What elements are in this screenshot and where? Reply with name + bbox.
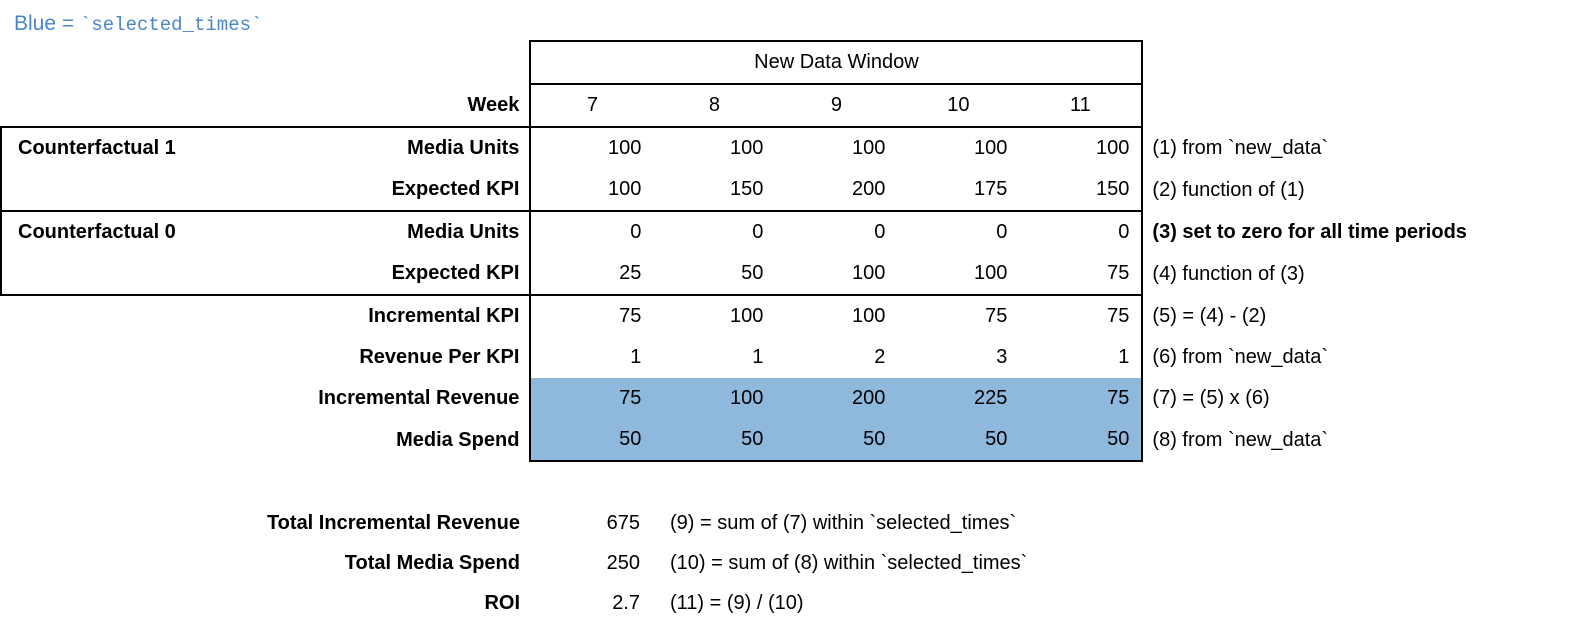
spacer-cell: [213, 41, 530, 84]
cell-value: 50: [775, 419, 897, 461]
row-note: (3) set to zero for all time periods: [1152, 220, 1467, 243]
cell-value: 0: [775, 211, 897, 253]
totals-section: [0, 503, 1027, 623]
cell-value: 1: [630, 346, 642, 368]
cell-value: 100: [852, 305, 886, 327]
cell-value: 3: [996, 346, 1008, 368]
week-header-9: 9: [775, 84, 897, 127]
cell-value: 50: [653, 253, 775, 295]
cell-value: 100: [1019, 127, 1142, 169]
total-incremental-revenue-label: Total Incremental Revenue: [266, 511, 520, 534]
table-row: [1, 419, 1587, 461]
cell-value: 75: [1019, 378, 1142, 419]
table-row: [1, 127, 1587, 169]
table-row: [1, 295, 1587, 337]
cell-value: 75: [619, 305, 642, 327]
roi-label: ROI: [484, 591, 520, 614]
table-row: [1, 169, 1587, 211]
row-note: (7) = (5) x (6): [1152, 387, 1270, 409]
total-media-spend-label: Total Media Spend: [344, 551, 520, 574]
week-header-7: 7: [530, 84, 653, 127]
table-row: [1, 337, 1587, 378]
group-label-empty: [1, 378, 213, 419]
cell-value: 75: [530, 378, 653, 419]
week-header-8: 8: [653, 84, 775, 127]
table-row: [1, 253, 1587, 295]
metric-label-expected-kpi-cf0: Expected KPI: [213, 253, 530, 295]
legend-code: `selected_times`: [79, 14, 263, 36]
cell-value: 100: [775, 253, 897, 295]
cell-value: 100: [608, 178, 642, 200]
cell-value: 175: [974, 178, 1008, 200]
row-note: (4) function of (3): [1152, 262, 1305, 285]
group-label-counterfactual-1: Counterfactual 1: [1, 127, 213, 169]
legend-prefix: Blue =: [14, 12, 80, 35]
roi-value: 2.7: [612, 591, 640, 614]
table-row: [1, 211, 1587, 253]
new-data-window-header: New Data Window: [530, 41, 1142, 84]
cell-value: 0: [897, 211, 1019, 253]
cell-value: 50: [897, 419, 1019, 461]
spacer-cell: [1142, 41, 1587, 84]
totals-row: [0, 543, 1027, 583]
cell-value: 150: [730, 178, 764, 200]
row-note: (5) = (4) - (2): [1152, 304, 1267, 327]
cell-value: 50: [530, 419, 653, 461]
cell-value: 100: [653, 127, 775, 169]
metric-label-incremental-revenue: Incremental Revenue: [213, 378, 530, 419]
total-media-spend-note: (10) = sum of (8) within `selected_times`: [670, 551, 1028, 574]
row-note: (8) from `new_data`: [1152, 428, 1329, 451]
cell-value: 0: [1019, 211, 1142, 253]
spacer-cell: [1, 41, 213, 84]
week-header-10: 10: [897, 84, 1019, 127]
metric-label-media-units-cf1: Media Units: [213, 127, 530, 169]
cell-value: 100: [897, 253, 1019, 295]
legend: [14, 12, 262, 36]
cell-value: 1: [752, 346, 764, 368]
cell-value: 50: [1019, 419, 1142, 461]
group-label-counterfactual-0: Counterfactual 0: [1, 211, 213, 253]
cell-value: 75: [1019, 295, 1142, 337]
metric-label-media-spend: Media Spend: [213, 419, 530, 461]
cell-value: 50: [653, 419, 775, 461]
row-note: (2) function of (1): [1152, 178, 1305, 201]
totals-row: [0, 583, 1027, 623]
metric-label-incremental-kpi: Incremental KPI: [213, 295, 530, 337]
cell-value: 225: [897, 378, 1019, 419]
cell-value: 0: [653, 211, 775, 253]
cell-value: 100: [775, 127, 897, 169]
metric-label-revenue-per-kpi: Revenue Per KPI: [213, 337, 530, 378]
group-label-empty: [1, 169, 213, 211]
counterfactual-table: [0, 40, 1588, 462]
data-table-container: [0, 40, 1588, 462]
cell-value: 1: [1019, 337, 1142, 378]
cell-value: 2: [874, 346, 886, 368]
row-note: (6) from `new_data`: [1152, 346, 1329, 368]
totals-table: [0, 503, 1027, 623]
table-header-row-window: [1, 41, 1587, 84]
cell-value: 150: [1019, 169, 1142, 211]
spacer-cell: [1142, 84, 1587, 127]
week-label: Week: [467, 93, 520, 116]
total-incremental-revenue-value: 675: [606, 511, 640, 534]
cell-value: 25: [530, 253, 653, 295]
cell-value: 200: [852, 178, 886, 200]
cell-value: 100: [730, 305, 764, 327]
metric-label-media-units-cf0: Media Units: [213, 211, 530, 253]
group-label-empty: [1, 253, 213, 295]
total-incremental-revenue-note: (9) = sum of (7) within `selected_times`: [670, 511, 1017, 534]
group-label-empty: [1, 295, 213, 337]
cell-value: 100: [530, 127, 653, 169]
cell-value: 100: [653, 378, 775, 419]
group-label-empty: [1, 337, 213, 378]
week-header-11: 11: [1019, 84, 1142, 127]
metric-label-expected-kpi-cf1: Expected KPI: [213, 169, 530, 211]
roi-note: (11) = (9) / (10): [670, 591, 804, 614]
table-header-row-week: [1, 84, 1587, 127]
table-row: [1, 378, 1587, 419]
group-label-empty: [1, 419, 213, 461]
cell-value: 75: [1019, 253, 1142, 295]
row-note: (1) from `new_data`: [1152, 136, 1329, 159]
cell-value: 75: [985, 305, 1008, 327]
cell-value: 100: [897, 127, 1019, 169]
cell-value: 0: [530, 211, 653, 253]
cell-value: 200: [775, 378, 897, 419]
spacer-cell: [1, 84, 213, 127]
total-media-spend-value: 250: [606, 551, 640, 574]
totals-row: [0, 503, 1027, 543]
